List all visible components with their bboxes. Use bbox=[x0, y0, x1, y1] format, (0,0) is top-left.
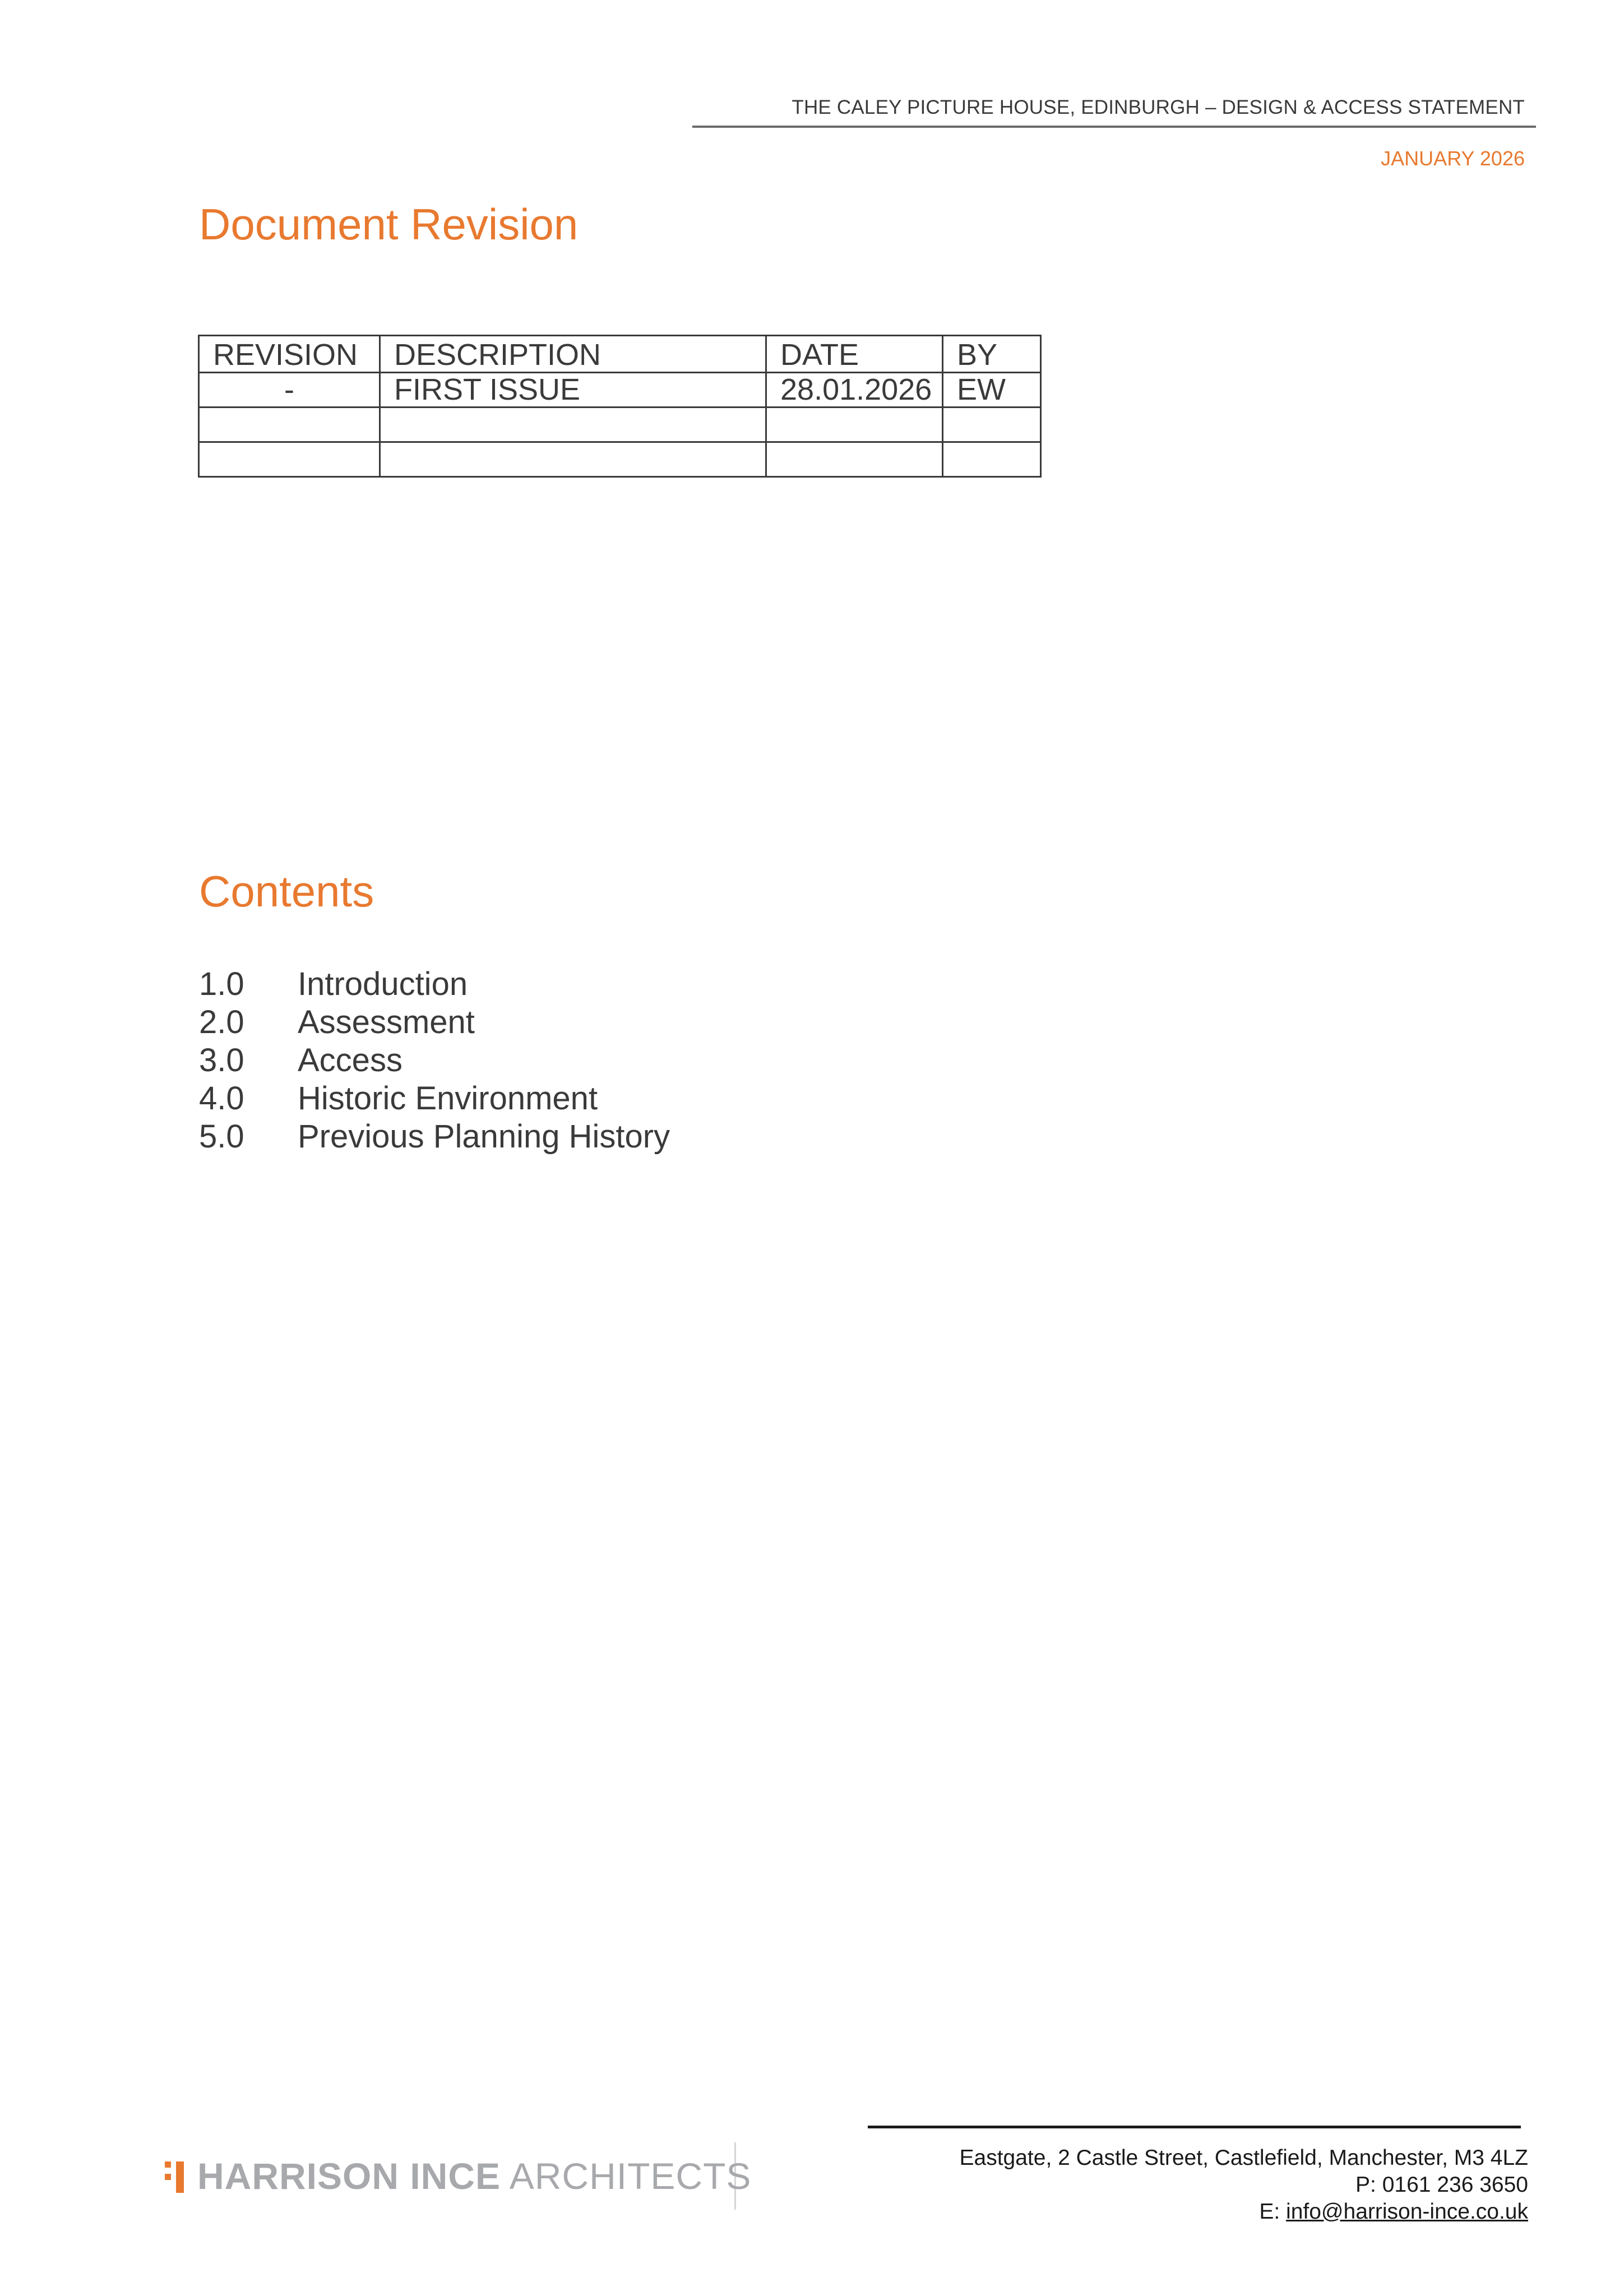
column-header-revision: REVISION bbox=[199, 336, 380, 373]
cell-revision: - bbox=[199, 373, 380, 408]
cell-description: FIRST ISSUE bbox=[380, 373, 766, 408]
table-row bbox=[199, 442, 1041, 477]
cell-by bbox=[943, 442, 1041, 477]
contents-item bbox=[199, 1041, 670, 1080]
contents-item-title: Previous Planning History bbox=[298, 1118, 670, 1155]
revision-table bbox=[198, 335, 1042, 478]
cell-revision bbox=[199, 442, 380, 477]
footer-contact bbox=[841, 2145, 1528, 2225]
cell-revision bbox=[199, 408, 380, 442]
footer-email-line bbox=[841, 2198, 1528, 2225]
company-logo bbox=[163, 2142, 752, 2210]
footer-divider bbox=[868, 2126, 1521, 2128]
logo-mark-icon bbox=[165, 2161, 187, 2193]
cell-date bbox=[766, 408, 943, 442]
contents-item-title: Assessment bbox=[298, 1004, 475, 1040]
revision-heading: Document Revision bbox=[199, 200, 579, 249]
contents-item-title: Introduction bbox=[298, 966, 468, 1002]
contents-item-title: Historic Environment bbox=[298, 1080, 598, 1117]
contents-item-title: Access bbox=[298, 1042, 402, 1078]
logo-name: HARRISON INCE bbox=[197, 2155, 501, 2197]
contents-item bbox=[199, 1080, 670, 1118]
column-header-by: BY bbox=[943, 336, 1041, 373]
email-link[interactable]: info@harrison-ince.co.uk bbox=[1286, 2200, 1528, 2224]
cell-by: EW bbox=[943, 373, 1041, 408]
logo-wordmark bbox=[197, 2155, 751, 2197]
column-header-description: DESCRIPTION bbox=[380, 336, 766, 373]
cell-date: 28.01.2026 bbox=[766, 373, 943, 408]
table-header-row bbox=[199, 336, 1041, 373]
table-row bbox=[199, 373, 1041, 408]
contents-item-number: 4.0 bbox=[199, 1080, 244, 1117]
footer-email-prefix: E: bbox=[1259, 2200, 1287, 2224]
document-title: THE CALEY PICTURE HOUSE, EDINBURGH – DESIGN & ACCESS STATEMENT bbox=[792, 96, 1525, 118]
cell-description bbox=[380, 408, 766, 442]
cell-date bbox=[766, 442, 943, 477]
cell-by bbox=[943, 408, 1041, 442]
contents-item bbox=[199, 1118, 670, 1156]
contents-heading: Contents bbox=[199, 867, 374, 916]
contents-item bbox=[199, 1003, 670, 1041]
document-date: JANUARY 2026 bbox=[1381, 147, 1525, 170]
contents-item-number: 5.0 bbox=[199, 1118, 244, 1155]
footer-phone: P: 0161 236 3650 bbox=[1355, 2173, 1528, 2197]
cell-description bbox=[380, 442, 766, 477]
header-divider bbox=[692, 126, 1536, 128]
contents-item-number: 1.0 bbox=[199, 966, 244, 1002]
contents-item-number: 2.0 bbox=[199, 1004, 244, 1040]
table-row bbox=[199, 408, 1041, 442]
footer-address: Eastgate, 2 Castle Street, Castlefield, Manchester, M3 4LZ bbox=[959, 2146, 1528, 2170]
logo-suffix: ARCHITECTS bbox=[501, 2155, 752, 2197]
contents-item bbox=[199, 965, 670, 1003]
column-header-date: DATE bbox=[766, 336, 943, 373]
contents-item-number: 3.0 bbox=[199, 1042, 244, 1078]
contents-list bbox=[199, 965, 670, 1156]
